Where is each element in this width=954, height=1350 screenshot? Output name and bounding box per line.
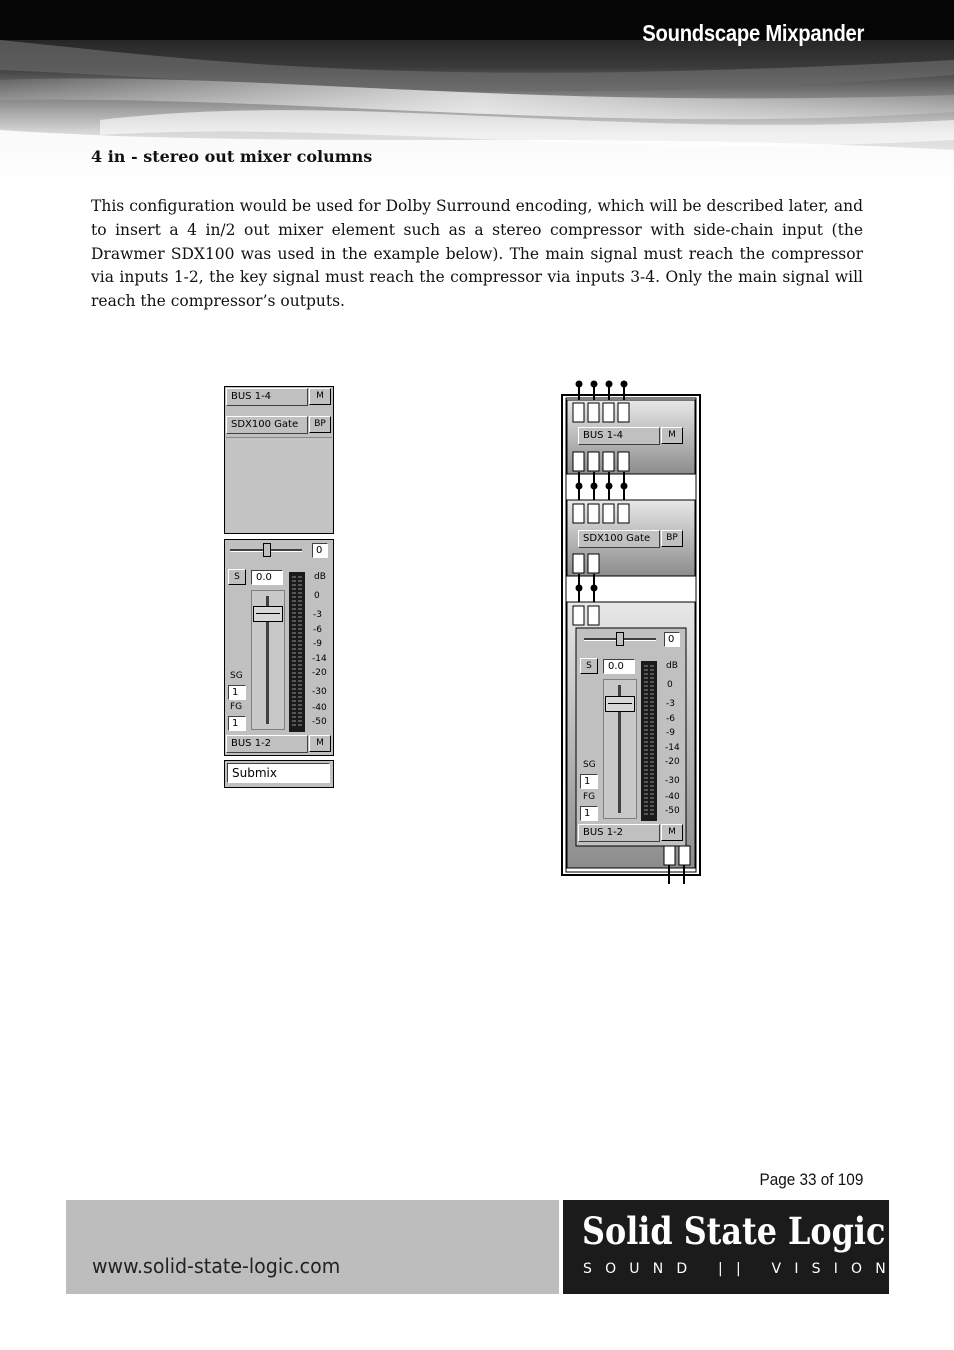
diagram-pan-value[interactable]: 0 [664,632,680,647]
diagram-input-bus-selector[interactable]: BUS 1-4 [578,427,660,445]
diagram-output-mute-button[interactable]: M [661,824,683,841]
db-scale-20: -20 [312,668,327,678]
fg-value[interactable]: 1 [228,716,246,731]
diagram-level-meter [641,661,657,821]
footer-band [66,1200,559,1294]
diagram-db-scale-14: -14 [665,743,680,753]
db-scale-40: -40 [312,703,327,713]
document-title: Soundscape Mixpander [642,20,864,46]
diagram-pan-slider-handle[interactable] [616,632,624,646]
db-scale-6: -6 [313,625,322,635]
db-scale-30: -30 [312,687,327,697]
diagram-fg-label: FG [583,792,596,802]
db-scale-0: 0 [314,591,320,601]
diagram-db-scale-6: -6 [666,714,675,724]
diagram-input-mute-button[interactable]: M [661,427,683,444]
insert-bypass-button[interactable]: BP [309,416,331,433]
output-mute-button[interactable]: M [309,735,331,752]
input-bus-selector[interactable]: BUS 1-4 [226,388,308,406]
diagram-sg-value[interactable]: 1 [580,774,598,789]
insert-selector[interactable]: SDX100 Gate [226,416,308,434]
diagram-db-scale-3: -3 [666,699,675,709]
diagram-db-label: dB [666,661,678,671]
sg-label: SG [230,671,243,681]
gain-value[interactable]: 0.0 [251,570,283,585]
diagram-sg-label: SG [583,760,596,770]
diagram-db-scale-9: -9 [666,728,675,738]
db-scale-50: -50 [312,717,327,727]
page-number: Page 33 of 109 [759,1170,863,1189]
diagram-db-scale-20: -20 [665,757,680,767]
diagram-db-scale-50: -50 [665,806,680,816]
diagram-output-bus-selector[interactable]: BUS 1-2 [578,824,660,842]
output-bus-selector[interactable]: BUS 1-2 [226,735,308,753]
diagram-fader-handle[interactable] [605,696,635,712]
diagram-insert-bypass-button[interactable]: BP [661,530,683,547]
body-paragraph: This configuration would be used for Dolby Surround encoding, which will be described later, and to insert a 4 in/2 out mixer element such as a stereo compressor with side-chain input (the Drawmer SDX100 was used in the example below). The main signal must reach the compressor via inputs 1-2, the key signal must reach the compressor via inputs 3-4. Only the main signal will reach the compressor’s outputs. [91,197,863,311]
pan-value[interactable]: 0 [312,543,328,558]
diagram-insert-selector[interactable]: SDX100 Gate [578,530,660,548]
diagram-db-scale-0: 0 [667,680,673,690]
diagram-gain-value[interactable]: 0.0 [603,659,635,674]
ssl-logo-tagline: SOUND || VISION [583,1261,899,1277]
db-label: dB [314,572,326,582]
diagram-db-scale-30: -30 [665,776,680,786]
diagram-solo-button[interactable]: S [580,658,598,674]
diagram-fg-value[interactable]: 1 [580,806,598,821]
ssl-logo-text: Solid State Logic [582,1209,886,1253]
db-scale-14: -14 [312,654,327,664]
db-scale-3: -3 [313,610,322,620]
channel-name-field[interactable]: Submix [227,763,330,783]
section-heading: 4 in - stereo out mixer columns [91,147,373,166]
fg-label: FG [230,702,243,712]
db-scale-9: -9 [313,639,322,649]
footer-url[interactable]: www.solid-state-logic.com [92,1254,341,1278]
sg-value[interactable]: 1 [228,685,246,700]
solo-button[interactable]: S [228,569,246,585]
diagram-db-scale-40: -40 [665,792,680,802]
input-mute-button[interactable]: M [309,388,331,405]
